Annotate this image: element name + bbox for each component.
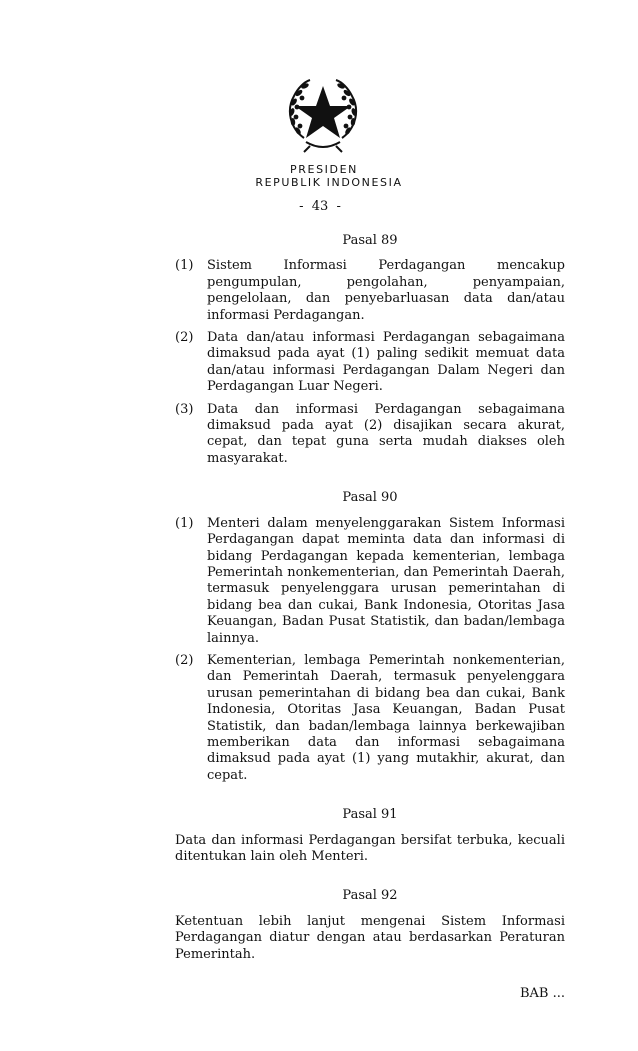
article-pasal-91	[175, 807, 565, 865]
item-number: (2)	[175, 330, 194, 346]
article-item	[175, 653, 565, 784]
item-number: (1)	[175, 515, 194, 531]
page-number: - 43 -	[299, 199, 341, 214]
item-text: Data dan/atau informasi Perdagangan sebagaimana dimaksud pada ayat (1) paling sedikit memuat data dan/atau informasi Perdagangan Dalam Negeri dan Perdagangan Luar Negeri.	[207, 330, 565, 395]
garuda-emblem-icon	[280, 72, 366, 158]
item-text: Kementerian, lembaga Pemerintah nonkementerian, dan Pemerintah Daerah, termasuk penyelenggara urusan pemerintahan di bidang bea dan cukai, Bank Indonesia, Otoritas Jasa Keuangan, Badan Pusat Statistik, dan badan/lembaga lainnya berkewajiban memberikan data dan informasi sebagaimana dimaksud pada ayat (1) yang mutakhir, akurat, dan cepat.	[207, 652, 565, 783]
article-pasal-92	[175, 888, 565, 963]
article-pasal-89	[175, 233, 565, 467]
article-title: Pasal 92	[342, 888, 398, 904]
article-item	[175, 258, 565, 324]
article-title: Pasal 89	[342, 233, 398, 248]
next-chapter-marker: BAB ...	[519, 986, 565, 1002]
article-item	[175, 330, 565, 396]
article-item	[175, 516, 565, 647]
article-pasal-90	[175, 490, 565, 784]
item-number: (3)	[175, 401, 194, 417]
article-title: Pasal 91	[342, 807, 398, 823]
header-title-presiden: PRESIDEN	[290, 163, 358, 176]
item-number: (1)	[175, 258, 194, 274]
item-text: Data dan informasi Perdagangan sebagaimana dimaksud pada ayat (2) disajikan secara akurat, cepat, dan tepat guna serta mudah diakses oleh masyarakat.	[207, 401, 565, 466]
item-text: Sistem Informasi Perdagangan mencakup pengumpulan, pengolahan, penyampaian, pengelolaan, dan penyebarluasan data dan/atau informasi Perdagangan.	[207, 258, 565, 323]
article-text: Data dan informasi Perdagangan bersifat terbuka, kecuali ditentukan lain oleh Menteri.	[175, 832, 565, 864]
document-body	[175, 233, 565, 1002]
article-text: Ketentuan lebih lanjut mengenai Sistem Informasi Perdagangan diatur dengan atau berdasarkan Peraturan Pemerintah.	[175, 913, 565, 962]
header-title-republik: REPUBLIK INDONESIA	[255, 176, 403, 189]
item-number: (2)	[175, 652, 194, 668]
article-item	[175, 402, 565, 468]
item-text: Menteri dalam menyelenggarakan Sistem Informasi Perdagangan dapat meminta data dan informasi di bidang Perdagangan kepada kementerian, lembaga Pemerintah nonkementerian, dan Pemerintah Daerah, termasuk penyelenggara urusan pemerintahan di bidang bea dan cukai, Bank Indonesia, Otoritas Jasa Keuangan, Badan Pusat Statistik, dan badan/lembaga lainnya.	[207, 515, 565, 646]
article-title: Pasal 90	[342, 490, 398, 506]
